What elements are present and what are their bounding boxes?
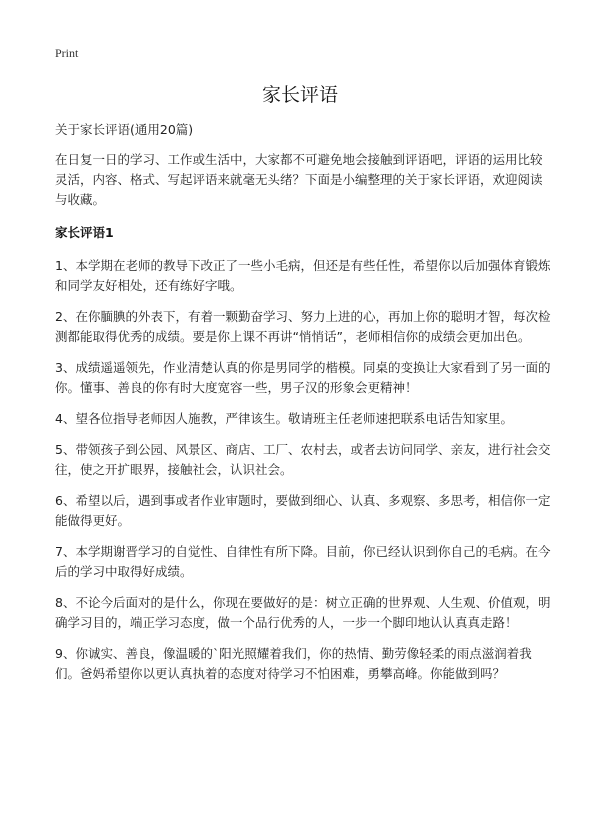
print-link[interactable]: Print	[55, 46, 79, 60]
article-body	[55, 121, 552, 695]
comment-paragraph-9: 9、你诚实、善良，像温暖的`阳光照耀着我们，你的热情、勤劳像轻柔的雨点滋润着我们。爸妈希望你以更认真执着的态度对待学习不怕困难，勇攀高峰。你能做到吗？	[55, 646, 532, 681]
comment-paragraph-7: 7、本学期谢晋学习的自觉性、自律性有所下降。目前，你已经认识到你自己的毛病。在今后的学习中取得好成绩。	[55, 544, 551, 579]
section-heading: 家长评语1	[55, 225, 114, 240]
comment-paragraph-8: 8、不论今后面对的是什么，你现在要做好的是：树立正确的世界观、人生观、价值观，明确学习目的，端正学习态度，做一个品行优秀的人，一步一个脚印地认认真真走路！	[55, 595, 551, 630]
article-subtitle: 关于家长评语(通用20篇)	[55, 122, 194, 137]
comment-paragraph-3: 3、成绩遥遥领先，作业清楚认真的你是男同学的楷模。同桌的变换让大家看到了另一面的你。懂事、善良的你有时大度宽容一些，男子汉的形象会更精神！	[55, 360, 551, 395]
comment-paragraph-5: 5、带领孩子到公园、风景区、商店、工厂、农村去，或者去访问同学、亲友，进行社会交往，使之开扩眼界，接触社会，认识社会。	[55, 442, 551, 477]
page-title: 家长评语	[261, 84, 338, 106]
comment-paragraph-2: 2、在你腼腆的外表下，有着一颗勤奋学习、努力上进的心，再加上你的聪明才智，每次检测都能取得优秀的成绩。要是你上课不再讲“悄悄话”，老师相信你的成绩会更加出色。	[55, 309, 551, 344]
comment-paragraph-1: 1、本学期在老师的教导下改正了一些小毛病，但还是有些任性，希望你以后加强体育锻炼和同学友好相处，还有练好字哦。	[55, 258, 551, 293]
comment-paragraph-4: 4、望各位指导老师因人施教，严律该生。敬请班主任老师速把联系电话告知家里。	[55, 411, 513, 426]
comment-paragraph-6: 6、希望以后，遇到事或者作业审题时，要做到细心、认真、多观察、多思考，相信你一定能做得更好。	[55, 493, 551, 528]
intro-paragraph: 在日复一日的学习、工作或生活中，大家都不可避免地会接触到评语吧，评语的运用比较灵活，内容、格式、写起评语来就毫无头绪？下面是小编整理的关于家长评语，欢迎阅读与收藏。	[55, 152, 543, 207]
